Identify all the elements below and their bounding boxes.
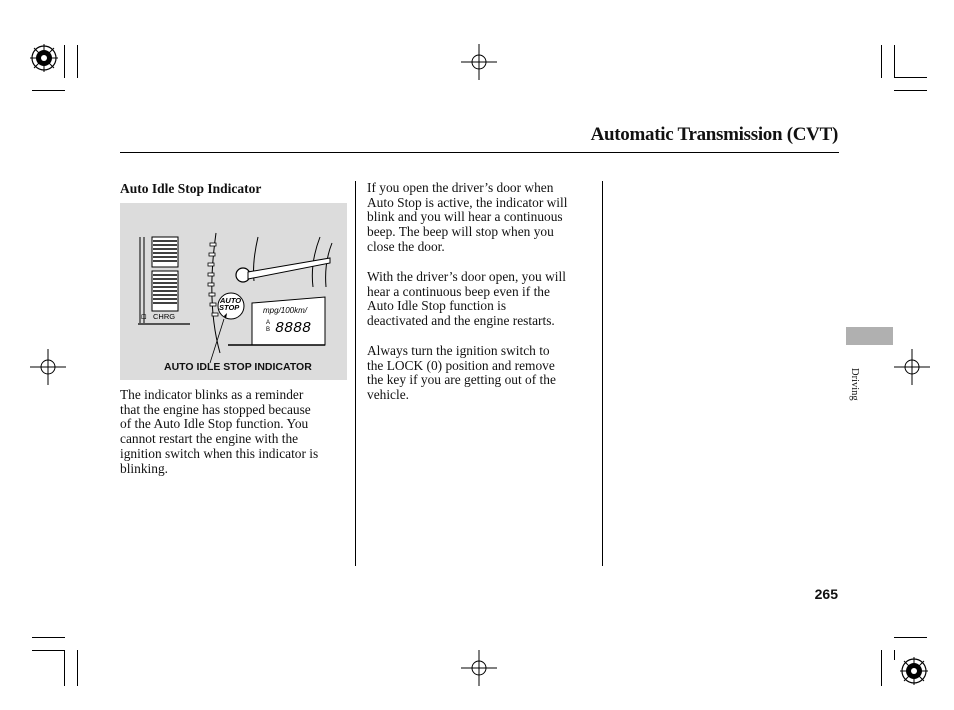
text-line: If you open the driver’s door when <box>367 180 554 195</box>
text-line: Auto Stop is active, the indicator will <box>367 194 568 210</box>
auto-stop-text-line1: AUTO <box>220 296 242 305</box>
charge-label: CHRG <box>153 312 176 321</box>
registration-target-top-left <box>28 42 60 74</box>
text-line: ignition switch when this indicator is <box>120 445 319 461</box>
crosshair-bottom-center <box>461 650 497 686</box>
text-line: beep. The beep will stop when you <box>367 224 554 240</box>
crosshair-top-center <box>461 44 497 80</box>
svg-text:⊡: ⊡ <box>141 314 147 321</box>
instrument-cluster-figure <box>120 203 347 380</box>
auto-stop-text-line2: STOP <box>219 303 240 312</box>
trip-label-b: B <box>266 327 271 333</box>
middle-paragraph-1 <box>367 181 567 255</box>
text-line: that the engine has stopped because <box>120 401 311 417</box>
registration-target-bottom-right <box>898 655 930 687</box>
text-line: hear a continuous beep even if the <box>367 283 550 299</box>
text-line: blink and you will hear a continuous <box>367 209 563 225</box>
middle-paragraph-3 <box>367 344 556 403</box>
section-label: Driving <box>849 368 860 401</box>
section-tab <box>846 327 893 345</box>
trip-label-a: A <box>266 320 271 326</box>
text-line: the LOCK (0) position and remove <box>367 357 555 373</box>
text-line: The indicator blinks as a reminder <box>120 387 304 402</box>
text-line: of the Auto Idle Stop function. You <box>120 416 309 432</box>
text-line: vehicle. <box>367 387 410 403</box>
text-line: With the driver’s door open, you will <box>367 269 566 284</box>
text-line: deactivated and the engine restarts. <box>367 313 555 329</box>
charge-bar-gauge <box>138 237 190 324</box>
text-line: cannot restart the engine with the <box>120 431 299 447</box>
figure-caption: AUTO IDLE STOP INDICATOR <box>164 361 312 373</box>
page-number: 265 <box>814 586 838 602</box>
section-heading: Auto Idle Stop Indicator <box>120 181 262 196</box>
text-line: Auto Idle Stop function is <box>367 298 507 314</box>
text-line: close the door. <box>367 238 445 254</box>
text-line: blinking. <box>120 460 168 476</box>
text-line: the key if you are getting out of the <box>367 372 556 388</box>
instrument-cluster-illustration <box>120 203 347 380</box>
crosshair-right-middle <box>894 349 930 385</box>
header-rule <box>120 152 839 153</box>
column-separator-left <box>355 181 356 566</box>
left-paragraph <box>120 388 318 476</box>
column-separator-right <box>602 181 603 566</box>
page-title: Automatic Transmission (CVT) <box>590 124 838 145</box>
crosshair-left-middle <box>30 349 66 385</box>
trip-digits: 8888 <box>275 320 312 337</box>
display-units: mpg/100km/ <box>263 306 308 315</box>
middle-paragraph-2 <box>367 270 566 329</box>
text-line: Always turn the ignition switch to <box>367 343 550 358</box>
